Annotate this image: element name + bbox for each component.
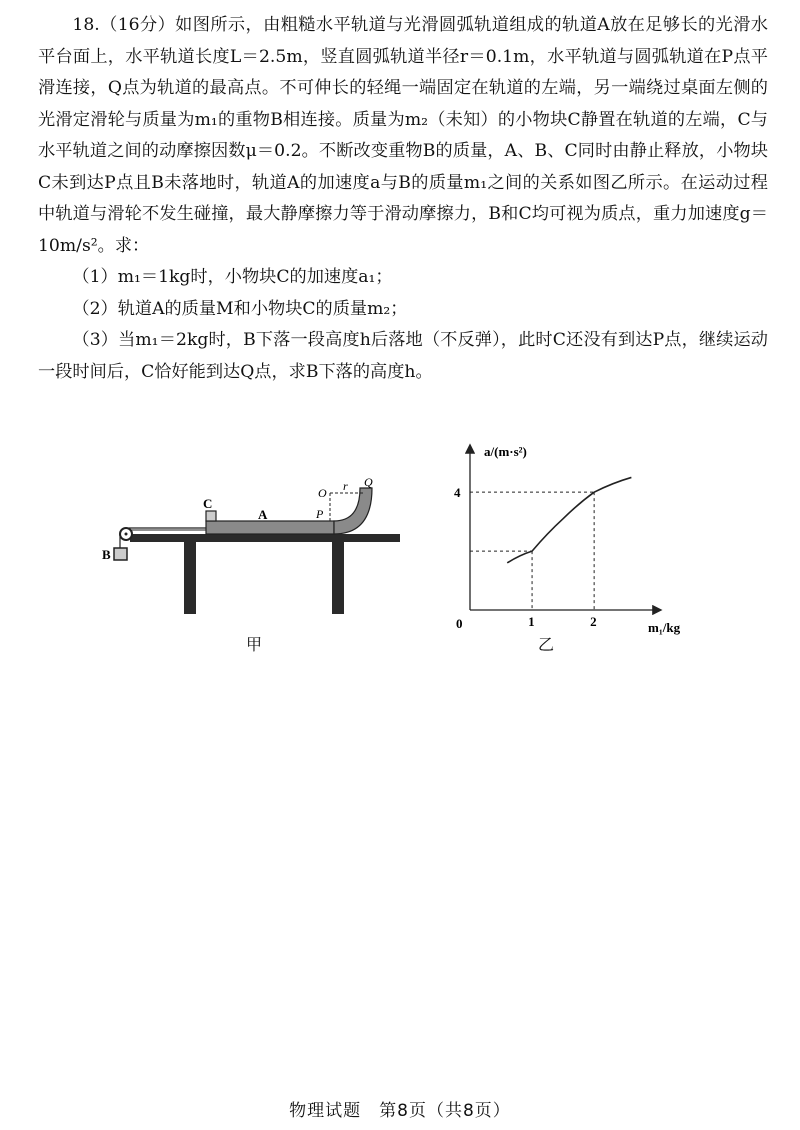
table-top bbox=[130, 534, 400, 542]
y-tick-4: 4 bbox=[454, 485, 461, 501]
figure-graph bbox=[440, 428, 710, 648]
question-1: （1）m₁＝1kg时，小物块C的加速度a₁； bbox=[72, 267, 393, 287]
table-leg-right bbox=[332, 542, 344, 614]
x-axis-label: m₁/kg bbox=[648, 620, 681, 635]
track-arc bbox=[334, 488, 372, 534]
origin-label: 0 bbox=[456, 616, 463, 631]
question-2: （2）轨道A的质量M和小物块C的质量m₂； bbox=[72, 298, 408, 319]
y-axis-label: a/(m·s²) bbox=[484, 444, 527, 459]
block-B bbox=[114, 548, 127, 560]
block-C bbox=[206, 511, 216, 521]
x-tick-1: 1 bbox=[528, 614, 535, 629]
label-r: r bbox=[343, 479, 348, 493]
label-C: C bbox=[203, 496, 213, 511]
track-A bbox=[206, 521, 334, 534]
pulley-axle bbox=[125, 533, 128, 536]
caption-left: 甲 bbox=[246, 635, 263, 654]
label-A: A bbox=[258, 507, 268, 522]
x-tick-2: 2 bbox=[590, 614, 597, 629]
question-3: （3）当m₁＝2kg时，B下落一段高度h后落地（不反弹），此时C还没有到达P点，继续运动一段时间后，C恰好能到达Q点，求B下落的高度h。 bbox=[38, 330, 768, 382]
label-O: O bbox=[318, 486, 327, 500]
page-footer: 物理试题 第8页（共8页） bbox=[289, 1101, 511, 1121]
label-Q: Q bbox=[364, 475, 373, 489]
problem-text bbox=[38, 10, 768, 388]
problem-intro: 18.（16分）如图所示，由粗糙水平轨道与光滑圆弧轨道组成的轨道A放在足够长的光滑水平台面上，水平轨道长度L＝2.5m，竖直圆弧轨道半径r＝0.1m，水平轨道与圆弧轨道在P点平滑连接，Q点为轨道的最高点。不可伸长的轻绳一端固定在轨道的左端，另一端绕过桌面左侧的光滑定滑轮与质量为m₁的重物B相连接。质量为m₂（未知）的小物块C静置在轨道的左端，C与水平轨道之间的动摩擦因数μ＝0.2。不断改变重物B的质量，A、B、C同时由静止释放，小物块C未到达P点且B未落地时，轨道A的加速度a与B的质量m₁之间的关系如图乙所示。在运动过程中轨道与滑轮不发生碰撞，最大静摩擦力等于滑动摩擦力，B和C均可视为质点，重力加速度g＝10m/s²。求： bbox=[38, 15, 768, 256]
figure-track-apparatus bbox=[100, 468, 410, 618]
table-leg-left bbox=[184, 542, 196, 614]
label-B: B bbox=[102, 547, 111, 562]
a-m1-curve bbox=[507, 477, 631, 562]
label-P: P bbox=[316, 507, 324, 521]
caption-right: 乙 bbox=[538, 635, 555, 654]
